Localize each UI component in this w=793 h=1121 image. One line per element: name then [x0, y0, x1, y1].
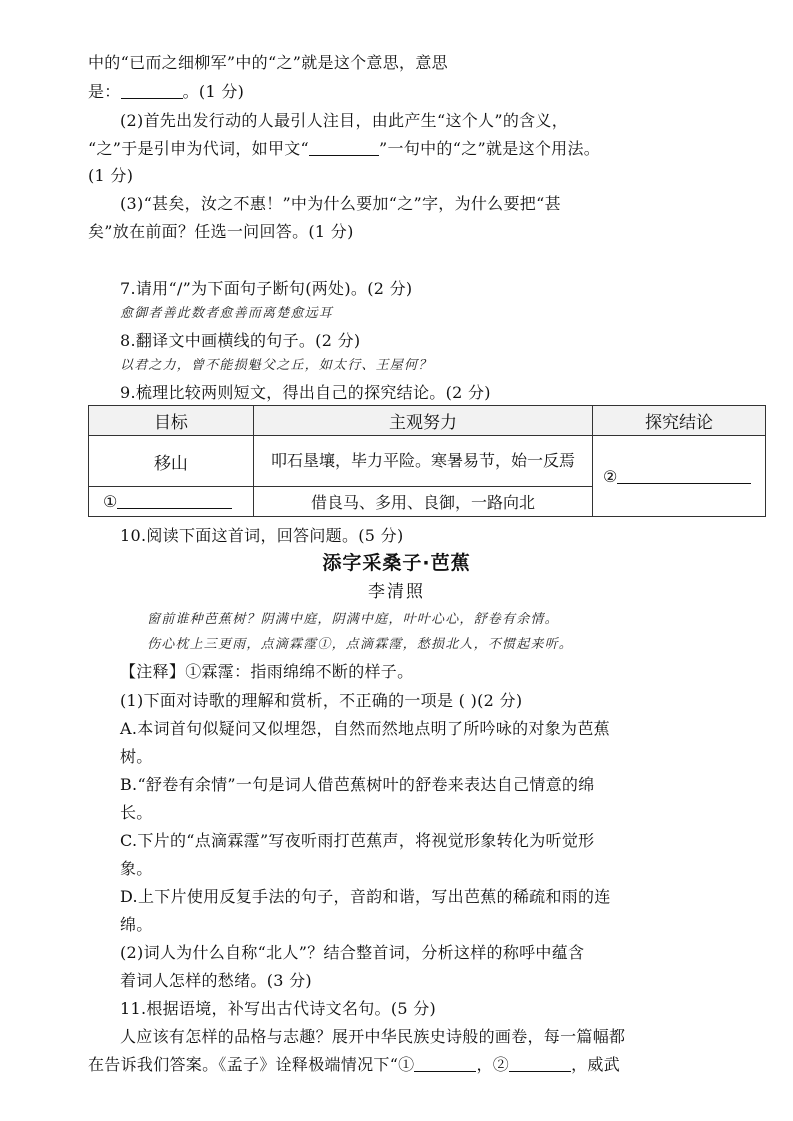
comparison-table — [88, 405, 766, 517]
q6-line2-prefix: 是： — [88, 82, 121, 101]
option-a-line1: A.本词首句似疑问又似埋怨，自然而然地点明了所吟咏的对象为芭蕉 — [120, 719, 610, 738]
header-effort: 主观努力 — [253, 406, 592, 436]
header-goal: 目标 — [89, 406, 254, 436]
q6-line1: 中的“已而之细柳军”中的“之”就是这个意思，意思 — [88, 53, 448, 72]
answer-blank[interactable] — [117, 492, 232, 509]
answer-blank[interactable] — [509, 1055, 571, 1072]
option-a-line2: 树。 — [120, 747, 153, 766]
option-d-line1: D.上下片使用反复手法的句子，音韵和谐，写出芭蕉的稀疏和雨的连 — [120, 887, 611, 906]
q11-line2-suffix: ，威武 — [571, 1055, 620, 1074]
q8-prompt: 8.翻译文中画横线的句子。(2 分) — [120, 331, 361, 350]
poem-note: 【注释】①霖霪：指雨绵绵不断的样子。 — [120, 662, 414, 681]
poem-title: 添字采桑子·芭蕉 — [322, 552, 471, 574]
q10-sub2-line2: 着词人怎样的愁绪。(3 分) — [120, 971, 312, 990]
q6-sub2-line1: (2)首先出发行动的人最引人注目，由此产生“这个人”的含义， — [120, 111, 569, 130]
cell-conclusion — [593, 436, 766, 517]
q8-sentence: 以君之力，曾不能损魁父之丘，如太行、王屋何？ — [120, 358, 433, 373]
q11-line2 — [88, 1053, 620, 1077]
poem-line-1: 窗前谁种芭蕉树？阴满中庭，阴满中庭，叶叶心心，舒卷有余情。 — [147, 612, 559, 627]
q6-sub3-line2: 矣”放在前面？任选一问回答。(1 分) — [88, 222, 354, 241]
option-c-line1: C.下片的“点滴霖霪”写夜听雨打芭蕉声，将视觉形象转化为听觉形 — [120, 831, 595, 850]
q11-line1: 人应该有怎样的品格与志趣？展开中华民族史诗般的画卷，每一篇幅都 — [120, 1027, 626, 1046]
q9-prompt: 9.梳理比较两则短文，得出自己的探究结论。(2 分) — [120, 383, 491, 402]
q6-sub2-line2 — [88, 137, 600, 161]
cell-goal-2 — [89, 487, 254, 517]
q11-prompt: 11.根据语境，补写出古代诗文名句。(5 分) — [120, 999, 437, 1018]
q10-sub1-prompt: (1)下面对诗歌的理解和赏析，不正确的一项是 ( )(2 分) — [120, 691, 523, 710]
q6-sub3-line1: (3)“甚矣，汝之不惠！”中为什么要加“之”字，为什么要把“甚 — [120, 194, 561, 213]
cell-effort-2: 借良马、多用、良御，一路向北 — [253, 487, 592, 517]
poem-line-2: 伤心枕上三更雨，点滴霖霪①，点滴霖霪，愁损北人，不惯起来听。 — [147, 637, 574, 652]
header-conclusion: 探究结论 — [593, 406, 766, 436]
q6-sub2-line3: (1 分) — [88, 166, 134, 185]
answer-blank[interactable] — [414, 1055, 476, 1072]
answer-blank[interactable] — [121, 82, 183, 99]
q6-line2-suffix: 。(1 分) — [182, 82, 245, 101]
q11-line2-mid: ，② — [476, 1055, 510, 1074]
q10-prompt: 10.阅读下面这首词，回答问题。(5 分) — [120, 526, 404, 545]
conclusion-marker: ② — [603, 466, 618, 486]
option-b-line1: B.“舒卷有余情”一句是词人借芭蕉树叶的舒卷来表达自己情意的绵 — [120, 775, 595, 794]
q7-prompt: 7.请用“/”为下面句子断句(两处)。(2 分) — [120, 279, 413, 298]
goal-marker: ① — [103, 492, 118, 511]
cell-effort-1: 叩石垦壤，毕力平险。寒暑易节，始一反焉 — [253, 436, 592, 487]
answer-blank[interactable] — [309, 139, 379, 156]
answer-blank[interactable] — [617, 467, 751, 484]
poem-author: 李清照 — [368, 582, 425, 602]
cell-goal-1: 移山 — [89, 436, 254, 487]
q6-sub2-line2-prefix: “之”于是引申为代词，如甲文“ — [88, 139, 310, 158]
q10-sub2-line1: (2)词人为什么自称“北人”？结合整首词，分析这样的称呼中蕴含 — [120, 943, 585, 962]
option-d-line2: 绵。 — [120, 915, 153, 934]
q6-line2 — [88, 80, 244, 104]
q11-line2-prefix: 在告诉我们答案。《孟子》诠释极端情况下“① — [88, 1055, 415, 1074]
q6-sub2-line2-suffix: ”一句中的“之”就是这个用法。 — [379, 139, 601, 158]
option-c-line2: 象。 — [120, 859, 153, 878]
q7-sentence: 愈御者善此数者愈善而离楚愈远耳 — [120, 306, 334, 321]
option-b-line2: 长。 — [120, 803, 153, 822]
